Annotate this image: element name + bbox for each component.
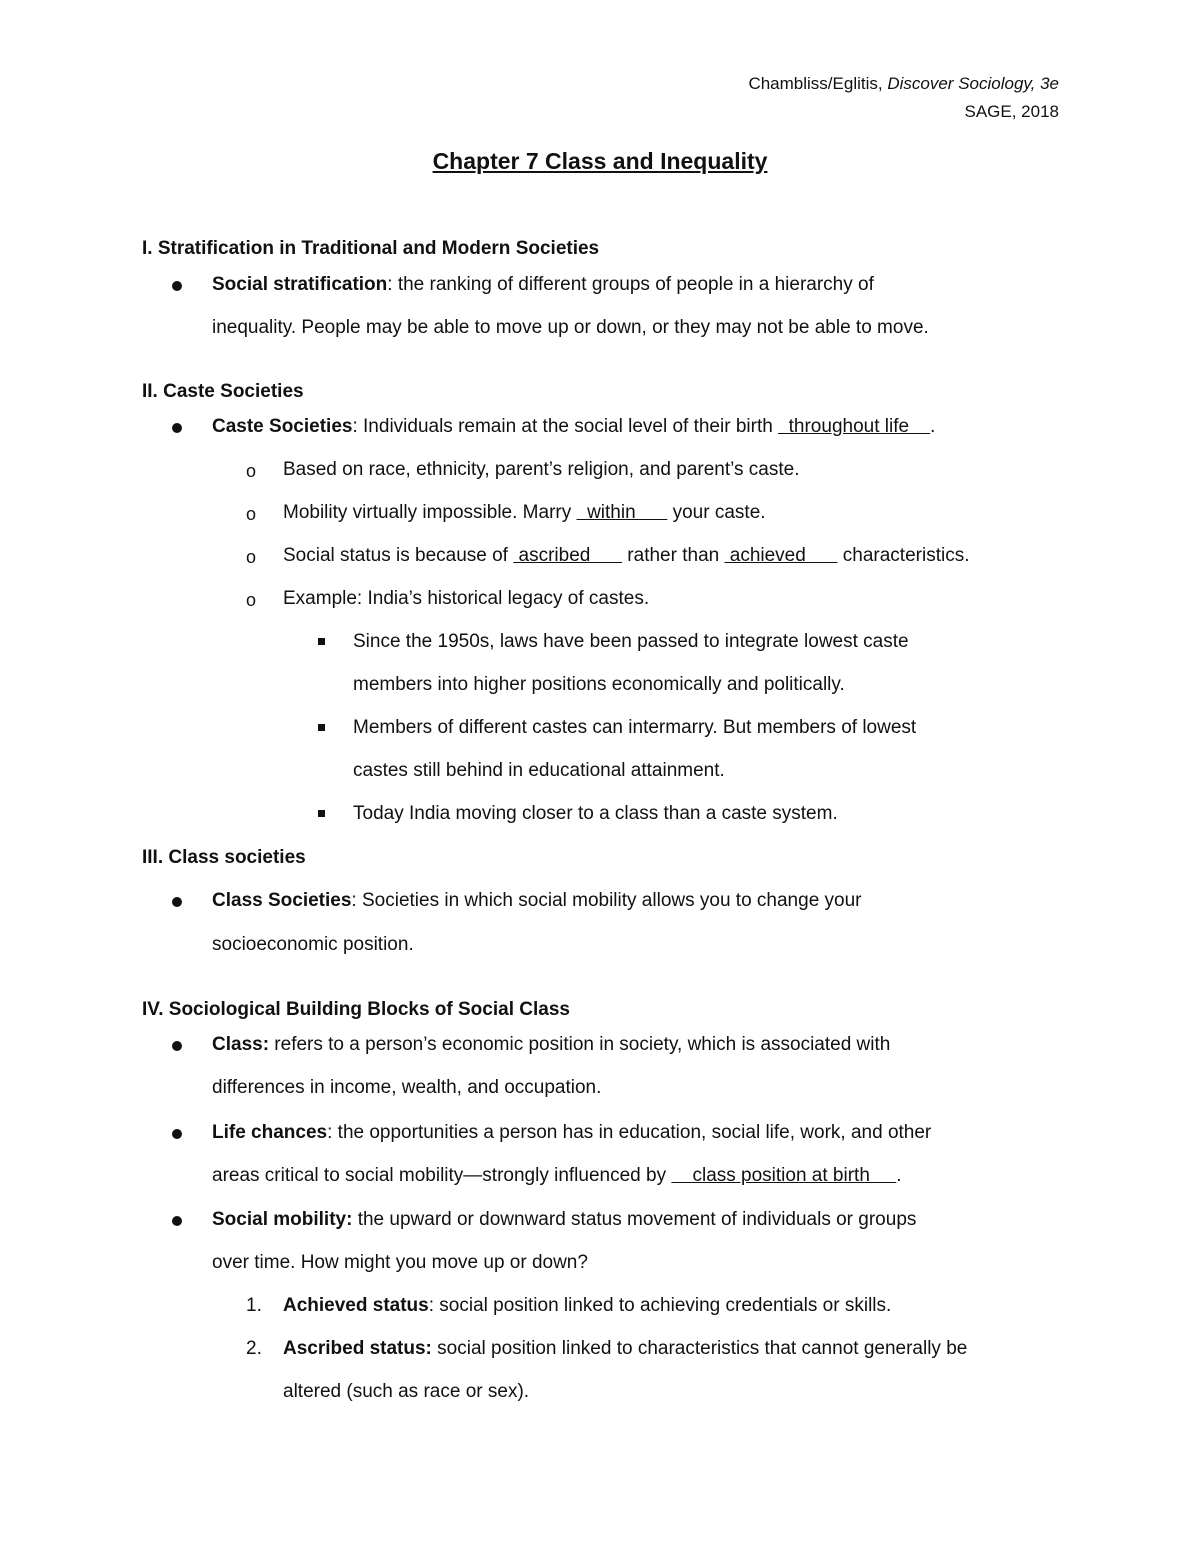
- list-item: [212, 1205, 916, 1235]
- term: Class Societies: [212, 890, 352, 911]
- sub-sub-list-item: Since the 1950s, laws have been passed to integrate lowest caste: [353, 631, 909, 652]
- term: Social mobility:: [212, 1209, 353, 1230]
- text: rather than: [622, 545, 725, 566]
- square-bullet-icon: [318, 724, 325, 731]
- list-number: 1.: [246, 1295, 262, 1316]
- list-item-continuation: altered (such as race or sex).: [283, 1381, 530, 1402]
- term: Life chances: [212, 1122, 328, 1143]
- list-item-continuation: over time. How might you move up or down?: [212, 1252, 588, 1273]
- definition: the upward or downward status movement of individuals or groups: [352, 1209, 917, 1230]
- header-book: Discover Sociology, 3e: [887, 74, 1059, 93]
- text: characteristics.: [837, 545, 970, 566]
- page-header: [748, 70, 1059, 126]
- square-bullet-icon: [318, 810, 325, 817]
- section-heading-4: IV. Sociological Building Blocks of Social Class: [142, 999, 570, 1020]
- definition: : the opportunities a person has in education, social life, work, and other: [327, 1122, 932, 1143]
- fill-in-blank: achieved: [724, 545, 838, 566]
- list-item: [212, 1118, 931, 1148]
- text: Mobility virtually impossible. Marry: [283, 502, 577, 523]
- section-heading-3: III. Class societies: [142, 847, 306, 868]
- list-item-continuation: members into higher positions economically and politically.: [353, 674, 845, 695]
- sub-sub-list-item: Members of different castes can intermarry. But members of lowest: [353, 717, 917, 738]
- definition: : social position linked to achieving credentials or skills.: [428, 1295, 892, 1316]
- definition: : Societies in which social mobility allows you to change your: [351, 890, 862, 911]
- bullet-icon: [172, 897, 182, 907]
- circle-bullet-icon: o: [246, 461, 257, 481]
- definition: : the ranking of different groups of people in a hierarchy of: [387, 274, 874, 295]
- header-authors: Chambliss/Eglitis,: [748, 74, 883, 93]
- page-title: Chapter 7 Class and Inequality: [432, 148, 768, 174]
- definition: refers to a person’s economic position in society, which is associated with: [269, 1034, 891, 1055]
- fill-in-blank: ascribed: [513, 545, 623, 566]
- bullet-icon: [172, 423, 182, 433]
- sub-list-item: [283, 498, 766, 528]
- punctuation: .: [930, 416, 936, 437]
- term: Ascribed status:: [283, 1338, 432, 1359]
- text: your caste.: [667, 502, 766, 523]
- sub-list-item: Example: India’s historical legacy of castes.: [283, 588, 650, 609]
- list-item-continuation: differences in income, wealth, and occupation.: [212, 1077, 602, 1098]
- numbered-item: [283, 1334, 967, 1364]
- section-heading-2: II. Caste Societies: [142, 381, 304, 402]
- header-publisher: SAGE, 2018: [964, 102, 1059, 121]
- list-item: [212, 886, 862, 916]
- bullet-icon: [172, 1216, 182, 1226]
- definition: social position linked to characteristics that cannot generally be: [431, 1338, 968, 1359]
- term: Class:: [212, 1034, 270, 1055]
- list-item: [212, 1030, 890, 1060]
- list-item: [212, 270, 874, 300]
- definition: : Individuals remain at the social level of their birth: [352, 416, 779, 437]
- list-number: 2.: [246, 1338, 262, 1359]
- list-item-continuation: castes still behind in educational attainment.: [353, 760, 725, 781]
- circle-bullet-icon: o: [246, 547, 257, 567]
- section-heading-1: I. Stratification in Traditional and Modern Societies: [142, 238, 600, 259]
- square-bullet-icon: [318, 638, 325, 645]
- list-item: [212, 412, 935, 442]
- text: Social status is because of: [283, 545, 514, 566]
- fill-in-blank: class position at birth: [671, 1165, 897, 1186]
- bullet-icon: [172, 281, 182, 291]
- list-item-continuation: socioeconomic position.: [212, 934, 414, 955]
- list-item-continuation: inequality. People may be able to move up or down, or they may not be able to move.: [212, 317, 929, 338]
- term: Caste Societies: [212, 416, 353, 437]
- bullet-icon: [172, 1129, 182, 1139]
- numbered-item: [283, 1291, 891, 1321]
- circle-bullet-icon: o: [246, 504, 257, 524]
- circle-bullet-icon: o: [246, 590, 257, 610]
- term: Social stratification: [212, 274, 388, 295]
- sub-list-item: [283, 541, 969, 571]
- sub-sub-list-item: Today India moving closer to a class than a caste system.: [353, 803, 838, 824]
- text: areas critical to social mobility—strongly influenced by: [212, 1165, 672, 1186]
- list-item-continuation: [212, 1161, 902, 1191]
- header-citation: [748, 70, 1059, 98]
- fill-in-blank: within: [576, 502, 668, 523]
- fill-in-blank: throughout life: [778, 416, 931, 437]
- punctuation: .: [896, 1165, 902, 1186]
- bullet-icon: [172, 1041, 182, 1051]
- sub-list-item: Based on race, ethnicity, parent’s religion, and parent’s caste.: [283, 459, 800, 480]
- term: Achieved status: [283, 1295, 429, 1316]
